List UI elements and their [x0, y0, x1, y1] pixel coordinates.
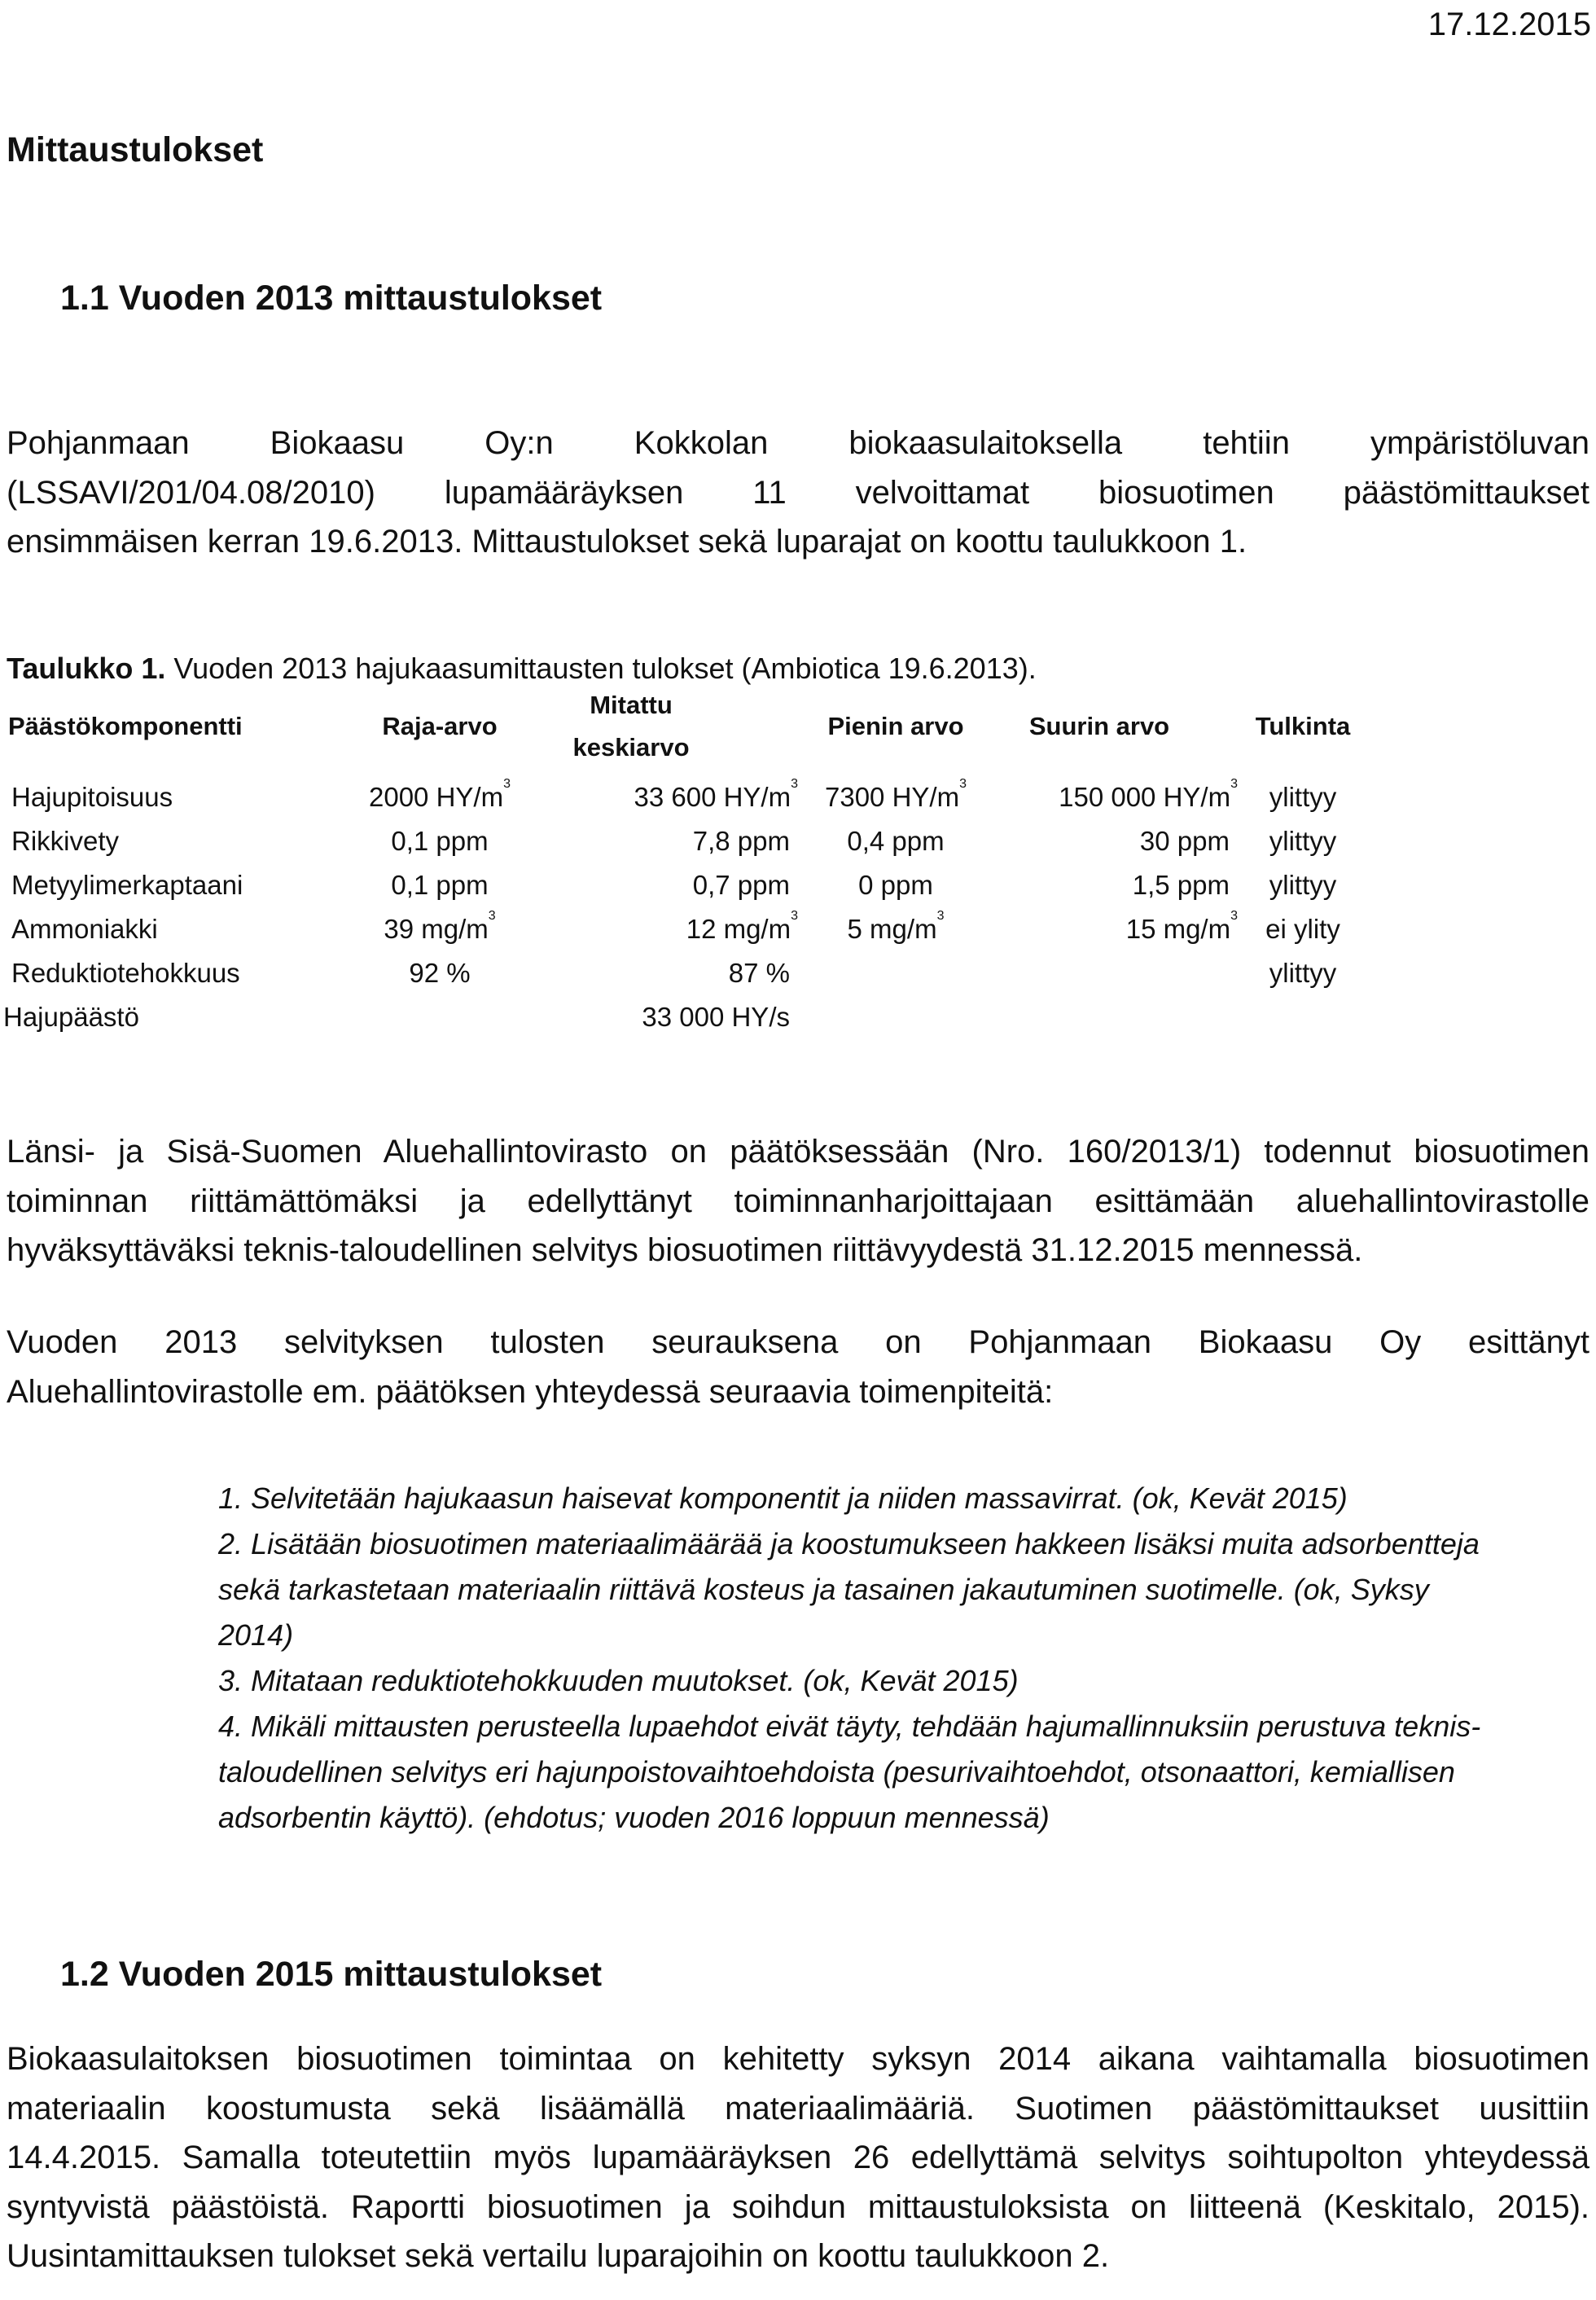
list-item: 4. Mikäli mittausten perusteella lupaehdot eivät täyty, tehdään hajumallinnuksiin perustuva teknis- — [218, 1710, 1481, 1743]
list-item-continuation: 2014) — [218, 1618, 294, 1652]
table-cell-mean: 7,8 ppm — [692, 826, 790, 856]
table-header-limit: Raja-arvo — [382, 712, 498, 740]
list-item-continuation: taloudellinen selvitys eri hajunpoistovaihtoehdoista (pesurivaihtoehdot, otsonaattori, kemiallisen — [218, 1755, 1455, 1789]
table-cell-interpretation: ylittyy — [1269, 782, 1337, 812]
table-cell-mean: 87 % — [728, 958, 790, 988]
paragraph-line: hyväksyttäväksi teknis-taloudellinen selvitys biosuotimen riittävyydestä 31.12.2015 mennessä. — [7, 1232, 1363, 1268]
table-cell-component: Hajupäästö — [3, 1002, 139, 1032]
paragraph-line: materiaalin koostumusta sekä lisäämällä materiaalimääriä. Suotimen päästömittaukset uusittiin — [7, 2090, 1589, 2127]
document-date: 17.12.2015 — [1427, 7, 1591, 42]
paragraph-line: ensimmäisen kerran 19.6.2013. Mittaustulokset sekä luparajat on koottu taulukkoon 1. — [7, 524, 1247, 560]
table-cell-interpretation: ylittyy — [1269, 958, 1337, 988]
table-cell-min: 5 $mg/m^3$ — [847, 909, 945, 944]
paragraph-line: 14.4.2015. Samalla toteutettiin myös lupamääräyksen 26 edellyttämä selvitys soihtupolton yhteydessä — [7, 2140, 1589, 2175]
decision-paragraph — [7, 1127, 1589, 1275]
paragraph-line: toiminnan riittämättömäksi ja edellyttänyt toiminnanharjoittajaan esittämään aluehallintovirastolle — [7, 1183, 1589, 1219]
table-header-interpretation: Tulkinta — [1255, 712, 1351, 740]
list-item: 1. Selvitetään hajukaasun haisevat komponentit ja niiden massavirrat. (ok, Kevät 2015) — [218, 1481, 1348, 1515]
table-cell-component: Reduktiotehokkuus — [11, 958, 240, 988]
list-item-continuation: sekä tarkastetaan materiaalin riittävä kosteus ja tasainen jakautuminen suotimelle. (ok, Syksy — [218, 1573, 1429, 1606]
table-cell-component: Rikkivety — [11, 826, 120, 856]
table-cell-limit: 0,1 ppm — [391, 870, 489, 900]
table-cell-component: Hajupitoisuus — [11, 782, 173, 812]
table-cell-interpretation: ylittyy — [1269, 826, 1337, 856]
table-cell-max: 1,5 ppm — [1132, 870, 1230, 900]
measures-list — [218, 1476, 1589, 1841]
table-cell-max: 15 $mg/m^3$ — [1125, 909, 1238, 944]
table-cell-limit: 39 $mg/m^3$ — [384, 909, 496, 944]
table-cell-limit: 92 % — [409, 958, 471, 988]
table-caption — [7, 652, 1037, 686]
table-cell-max: 150 000 $HY/m^3$ — [1059, 777, 1238, 812]
paragraph-line: syntyvistä päästöistä. Raportti biosuotimen ja soihdun mittaustuloksista on liitteenä (Keskitalo, 2015). — [7, 2188, 1589, 2225]
table-cell-component: Ammoniakki — [11, 914, 158, 944]
table-cell-mean: 33 600 $HY/m^3$ — [634, 777, 798, 812]
paragraph-line: Vuoden 2013 selvityksen tulosten seurauksena on Pohjanmaan Biokaasu Oy esittänyt — [7, 1324, 1589, 1360]
table-caption-label: Taulukko 1. — [7, 652, 166, 685]
intro-paragraph — [7, 419, 1589, 567]
table-cell-mean: 0,7 ppm — [692, 870, 790, 900]
table-header-measured-1: Mitattu — [590, 691, 673, 719]
table-cell-mean: 12 $mg/m^3$ — [686, 909, 798, 944]
table-cell-limit: 2000 $HY/m^3$ — [369, 777, 511, 812]
document-title: Mittaustulokset — [7, 130, 264, 169]
paragraph-line: Aluehallintovirastolle em. päätöksen yhteydessä seuraavia toimenpiteitä: — [7, 1373, 1054, 1410]
paragraph-line: Biokaasulaitoksen biosuotimen toimintaa on kehitetty syksyn 2014 aikana vaihtamalla biosuotimen — [7, 2041, 1589, 2077]
paragraph-line: Pohjanmaan Biokaasu Oy:n Kokkolan biokaasulaitoksella tehtiin ympäristöluvan — [7, 425, 1589, 461]
table-cell-min: 0,4 ppm — [847, 826, 945, 856]
paragraph-line: Uusintamittauksen tulokset sekä vertailu luparajoihin on koottu taulukkoon 2. — [7, 2238, 1110, 2274]
table-cell-limit: 0,1 ppm — [391, 826, 489, 856]
paragraph-line: Länsi- ja Sisä-Suomen Aluehallintovirasto on päätöksessään (Nro. 160/2013/1) todennut biosuotimen — [7, 1134, 1589, 1170]
section-heading-2013: 1.1 Vuoden 2013 mittaustulokset — [60, 279, 603, 318]
table-cell-interpretation: ei ylity — [1265, 914, 1340, 944]
table-cell-min: 7300 $HY/m^3$ — [825, 777, 967, 812]
table-cell-mean: 33 000 HY/s — [642, 1002, 790, 1032]
section-heading-2015: 1.2 Vuoden 2015 mittaustulokset — [60, 1955, 603, 1994]
list-item: 3. Mitataan reduktiotehokkuuden muutokset. (ok, Kevät 2015) — [218, 1664, 1019, 1697]
table-caption-text: Vuoden 2013 hajukaasumittausten tulokset (Ambiotica 19.6.2013). — [165, 652, 1037, 685]
table-cell-max: 30 ppm — [1139, 826, 1230, 856]
table-header-component: Päästökomponentti — [8, 712, 243, 740]
table-header-min: Pienin arvo — [827, 712, 964, 740]
paragraph-line: (LSSAVI/201/04.08/2010) lupamääräyksen 11 velvoittamat biosuotimen päästömittaukset — [7, 474, 1589, 511]
table-header-max: Suurin arvo — [1028, 712, 1170, 740]
table-cell-min: 0 ppm — [858, 870, 933, 900]
list-item: 2. Lisätään biosuotimen materiaalimäärää ja koostumukseen hakkeen lisäksi muita adsorbentteja — [218, 1527, 1480, 1560]
table-cell-component: Metyylimerkaptaani — [11, 870, 243, 900]
measures-intro-paragraph — [7, 1318, 1589, 1416]
table-header-measured-2: keskiarvo — [572, 733, 690, 762]
results-2015-paragraph — [7, 2034, 1589, 2281]
list-item-continuation: adsorbentin käyttö). (ehdotus; vuoden 2016 loppuun mennessä) — [218, 1801, 1050, 1834]
table-cell-interpretation: ylittyy — [1269, 870, 1337, 900]
